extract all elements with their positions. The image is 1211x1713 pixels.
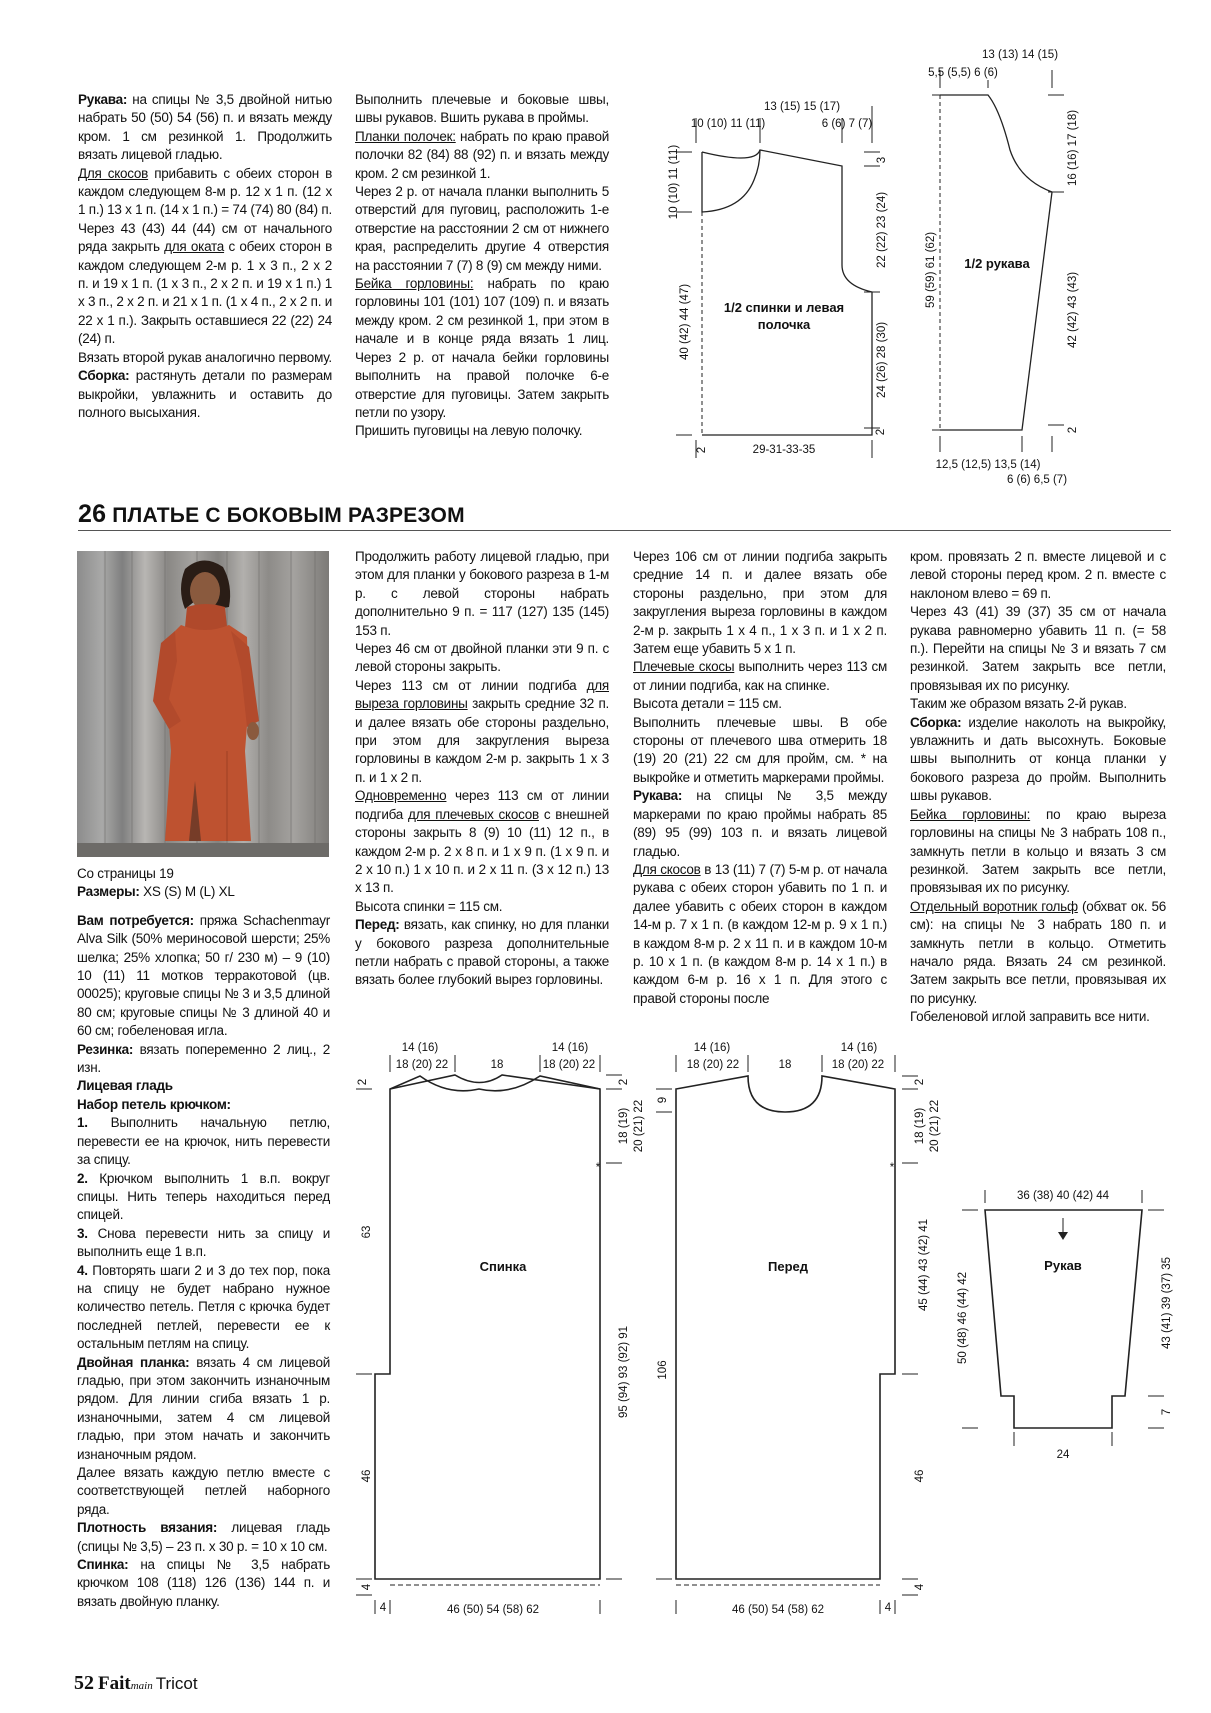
bold-label: Рукава: (633, 788, 683, 804)
paragraph: Пришить пуговицы на левую полочку. (355, 423, 583, 439)
piece-label: полочка (757, 317, 811, 332)
dim-label: 18 (20) 22 (395, 1059, 449, 1071)
paragraph: с внешней стороны закрыть 8 (9) 10 (11) 12 п., в каждом 2-м р. 2 х 8 п. и 1 х 9 п. (1 х 9 п. и 2 х 10 п.) 1 х 10 п. и 2 х 11 п. (3 х 12 п.) 13 х 13 п. (355, 806, 609, 896)
bold-heading: Лицевая гладь (77, 1078, 173, 1094)
paragraph: Крючком выполнить 1 в.п. вокруг спицы. Нить теперь находиться перед спицей. (77, 1170, 330, 1223)
dim-label: 9 (657, 1096, 669, 1104)
paragraph: Через 43 (41) 39 (37) 35 см от начала рукава равномерно убавить 11 п. (= 58 п.). Перейти на спицы № 3 и вязать 7 см резинкой. Затем закрыть все петли, провязывая их по рисунку. (910, 604, 1166, 693)
paragraph: с обеих сторон в каждом следующем 2-м р. 1 х 3 п., 2 х 2 п. и 19 х 1 п. (1 х 3 п., 2 х 2 п. и 19 х 1 п.) 1 х 3 п., 2 х 2 п. и 21 х 1 п. (1 х 4 п., 2 х 2 п. и 22 х 1 п.). Закрыть оставшиеся 22 (22) 24 (24) п. (78, 239, 332, 347)
bold-label: Перед: (355, 917, 400, 933)
paragraph: Продолжить работу лицевой гладью, при этом для планки у бокового разреза в 1-м р. с левой стороны набрать дополнительно 9 п. = 117 (127) 135 (145) 153 п. (355, 549, 609, 638)
dim-label: 4 (361, 1583, 373, 1591)
step-number: 2. (77, 1170, 88, 1186)
bold-label: Вам потребуется: (77, 912, 194, 928)
dim-label: 6 (6) 7 (7) (821, 118, 873, 130)
dim-label: 20 (21) 22 (929, 1099, 941, 1153)
underlined-term: для плечевых скосов (407, 806, 539, 822)
underlined-term: для оката (164, 239, 225, 255)
piece-label: Перед (768, 1259, 808, 1274)
paragraph: Повторять шаги 2 и 3 до тех пор, пока на спицу не будет набрано нужное количество петель. Петля с крючка будет последней петлей, перевести ее к остальным петлям на спицу. (77, 1262, 330, 1352)
dim-label: 13 (13) 14 (15) (981, 49, 1059, 61)
paragraph: вязать, как спинку, но для планки у бокового разреза дополнительные петли набрать с правой стороны, а также вязать более глубокий вырез горловины. (355, 917, 609, 988)
paragraph: кром. провязать 2 п. вместе лицевой и с левой стороны перед кром. 2 п. вместе с наклоном влево = 69 п. (910, 549, 1166, 601)
underlined-term: Отдельный воротник гольф (910, 898, 1078, 914)
underlined-term: Одновременно (355, 788, 447, 804)
underlined-term: Бейка горловины: (355, 276, 474, 292)
dim-label: 40 (42) 44 (47) (679, 283, 691, 361)
paragraph: лицевая гладь (спицы № 3,5) – 23 п. х 30 р. = 10 х 10 см. (77, 1520, 330, 1554)
front-schematic (656, 1055, 918, 1614)
dim-label: 46 (361, 1469, 373, 1483)
dim-label: 43 (41) 39 (37) 35 (1161, 1256, 1173, 1350)
piece-label: 1/2 спинки и левая (723, 300, 845, 315)
section-title: ПЛАТЬЕ С БОКОВЫМ РАЗРЕЗОМ (112, 504, 465, 527)
paragraph: Гобеленовой иглой заправить все нити. (910, 1009, 1150, 1025)
paragraph: закрыть средние 32 п. и далее вязать обе стороны раздельно, при этом для закругления выреза горловины в каждом 2-м р. закрыть 1 х 3 п. и 1 х 2 п. (355, 696, 610, 785)
dim-label: 14 (16) (401, 1042, 439, 1054)
paragraph: на спицы № 3,5 двойной нитью набрать 50 (50) 54 (56) п. и вязать между кром. 1 см резинкой 1. Продолжить вязать лицевой гладью. (78, 92, 332, 163)
dim-label: 3 (876, 156, 888, 164)
dim-label: 36 (38) 40 (42) 44 (1016, 1190, 1110, 1202)
paragraph: Выполнить плечевые швы. В обе стороны от плечевого шва отмерить 18 (19) 20 (21) 22 см для пройм, см. * на выкройке и отметить маркерами проймы. (633, 714, 887, 785)
dim-label: 46 (50) 54 (58) 62 (446, 1604, 540, 1616)
paragraph: Через 43 (43) 44 (44) см от начального ряда закрыть (78, 220, 332, 255)
armhole-marker: * (889, 1162, 895, 1174)
dim-label: 2 (875, 428, 887, 436)
dim-label: 24 (1056, 1449, 1070, 1461)
dim-label: 46 (50) 54 (58) 62 (731, 1604, 825, 1616)
dim-label: 12,5 (12,5) 13,5 (14) (935, 459, 1041, 471)
dim-label: 59 (59) 61 (62) (925, 231, 937, 309)
paragraph: в 13 (11) 7 (7) 5-м р. от начала рукава с обеих сторон убавить по 1 п. и далее убавить с обеих сторон в каждом 14-м р. 7 х 1 п. (в каждом 12-м р. 9 х 1 п.) в каждом 8-м р. 2 х 11 п. и в каждом 10-м р. 10 х 1 п. (в каждом 8-м р. 14 х 1 п.) в каждом 6-м р. 16 х 1 п. Для этого с правой стороны после (633, 861, 887, 1006)
dim-label: 16 (16) 17 (18) (1067, 109, 1079, 187)
dim-label: 18 (20) 22 (686, 1059, 740, 1071)
bold-label: Сборка: (78, 368, 130, 384)
half-back-schematic (676, 106, 880, 458)
paragraph: набрать по краю правой полочки 82 (84) 88 (92) п. и вязать между кром. 2 см резинкой 1. (355, 128, 609, 181)
paragraph: через 113 см от линии подгиба (355, 788, 609, 822)
magazine-logo: Fait (98, 1673, 131, 1694)
page-footer (74, 1672, 198, 1695)
paragraph: пряжа Schachenmayr Alva Silk (50% мериносовой шерсти; 25% шелка; 25% хлопка; 50 г/ 230 м) – 9 (10) 10 (11) 11 мотков терракотовой (цв. 00025); круговые спицы № 3 и 3,5 длиной 80 см; круговые спицы № 3 длиной 40 и 60 см; гобеленовая игла. (77, 912, 331, 1039)
dim-label: 13 (15) 15 (17) (763, 101, 841, 113)
bold-label: Спинка: (77, 1557, 129, 1573)
sleeve-schematic (962, 1190, 1164, 1446)
dim-label: 20 (21) 22 (633, 1099, 645, 1153)
dim-label: 2 (1067, 426, 1079, 434)
piece-label: Рукав (1044, 1258, 1082, 1273)
dim-label: 14 (16) (693, 1042, 731, 1054)
underlined-term: Бейка горловины: (910, 806, 1031, 822)
dim-label: 95 (94) 93 (92) 91 (618, 1325, 630, 1419)
page-number: 52 (74, 1672, 94, 1694)
bold-heading: Набор петель крючком: (77, 1096, 231, 1112)
dim-label: 14 (16) (551, 1042, 589, 1054)
dim-label: 18 (19) (618, 1107, 630, 1145)
step-number: 4. (77, 1262, 88, 1278)
paragraph: изделие наколоть на выкройку, увлажнить и дать высохнуть. Боковые швы выполнить от конца планки у бокового разреза до пройм. Выполнить швы рукавов. (910, 714, 1166, 804)
step-number: 3. (77, 1225, 88, 1241)
bold-label: Рукава: (78, 92, 128, 107)
underlined-term: для выреза горловины (355, 677, 609, 712)
dim-label: 6 (6) 6,5 (7) (1006, 474, 1068, 486)
paragraph: Через 2 р. от начала планки выполнить 5 отверстий для пуговиц, расположить 1-е отверстие на расстоянии 2 см от нижнего края, распределить другие 4 отверстия на расстоянии 7 (7) 8 (9) см между ними. (355, 184, 609, 273)
dim-label: 2 (696, 446, 708, 454)
dim-label: 2 (914, 1078, 926, 1086)
dim-label: 10 (10) 11 (11) (690, 118, 766, 130)
dim-label: 2 (357, 1078, 369, 1086)
dim-label: 18 (20) 22 (542, 1059, 596, 1071)
paragraph: выполнить через 113 см от линии подгиба, как на спинке. (633, 659, 887, 693)
paragraph: Высота детали = 115 см. (633, 696, 782, 712)
paragraph: растянуть детали по размерам выкройки, увлажнить и оставить до полного высыхания. (78, 368, 332, 420)
dim-label: 50 (48) 46 (44) 42 (957, 1271, 969, 1365)
paragraph: по краю выреза горловины на спицы № 3 набрать 108 п., замкнуть петли в кольцо и вязать 3 см резинкой. Затем закрыть все петли, провязывая их по рисунку. (910, 806, 1166, 896)
arrow-down-icon (1058, 1232, 1068, 1240)
paragraph: Через 113 см от линии подгиба (355, 677, 587, 693)
paragraph: вязать попеременно 2 лиц., 2 изн. (77, 1041, 330, 1076)
dim-label: 24 (26) 28 (30) (876, 321, 888, 399)
bold-label: Плотность вязания: (77, 1520, 218, 1536)
paragraph: на спицы № 3,5 между маркерами по краю проймы набрать 85 (89) 95 (99) 103 п. и вязать лицевой гладью. (633, 788, 887, 859)
dim-label: 4 (884, 1602, 892, 1614)
dim-label: 10 (10) 11 (11) (668, 144, 680, 220)
dim-label: 63 (361, 1225, 373, 1239)
section-number: 26 (78, 500, 107, 528)
dim-label: 18 (20) 22 (831, 1059, 885, 1071)
step-number: 1. (77, 1115, 88, 1131)
paragraph: Вязать второй рукав аналогично первому. (78, 349, 332, 365)
dim-label: 4 (914, 1583, 926, 1591)
dim-label: 29-31-33-35 (752, 444, 816, 456)
paragraph: Выполнить начальную петлю, перевести ее на крючок, нить перевести за спицу. (77, 1115, 330, 1168)
underlined-term: Для скосов (78, 165, 149, 181)
piece-label: Спинка (479, 1259, 527, 1274)
piece-label: 1/2 рукава (964, 256, 1030, 271)
bold-label: Двойная планка: (77, 1354, 190, 1370)
magazine-title: Tricot (155, 1674, 198, 1693)
back-schematic (356, 1055, 622, 1614)
armhole-marker: * (595, 1162, 601, 1174)
paragraph: Выполнить плечевые и боковые швы, швы рукавов. Вшить рукава в проймы. (355, 92, 609, 126)
bold-label: Сборка: (910, 714, 962, 730)
paragraph: набрать по краю горловины 101 (101) 107 (109) п. и вязать между кром. 2 см резинкой 1, при этом в начале и в конце ряда вязать 1 лиц. Через 2 р. от начала бейки горловины выполнить на правой полочке 6-е отверстие для пуговицы. Затем закрыть петли по узору. (355, 276, 610, 420)
dim-label: 18 (19) (914, 1107, 926, 1145)
paragraph: вязать 4 см лицевой гладью, при этом закончить изнаночным рядом. Для линии сгиба вязать 1 р. изнаночными, затем 4 см лицевой гладью, при этом начать и закончить изнаночным рядом. (77, 1354, 330, 1462)
from-page-note: Со страницы 19 (77, 866, 174, 881)
paragraph: (обхват ок. 56 см): на спицы № 3 набрать 180 п. и замкнуть петли в кольцо. Отметить начало ряда. Вязать 24 см резинкой. Затем закрыть все петли, провязывая их по рисунку. (910, 898, 1166, 1006)
paragraph: прибавить с обеих сторон в каждом следующем 8-м р. 12 х 1 п. (12 х 1 п.) 13 х 1 п. (14 х 1 п.) = 74 (74) 80 (84) п. (78, 165, 333, 218)
dim-label: 2 (618, 1078, 630, 1086)
paragraph: Снова перевести нить за спицу и выполнить еще 1 в.п. (77, 1225, 330, 1260)
underlined-term: Планки полочек: (355, 128, 456, 144)
dim-label: 45 (44) 43 (42) 41 (918, 1218, 930, 1312)
magazine-logo-suffix: main (130, 1680, 153, 1692)
dim-label: 18 (490, 1059, 504, 1071)
dim-label: 22 (22) 23 (24) (876, 191, 888, 269)
paragraph: Высота спинки = 115 см. (355, 898, 503, 914)
paragraph: Таким же образом вязать 2-й рукав. (910, 696, 1127, 712)
bold-label: Размеры: (77, 884, 140, 900)
underlined-term: Для скосов (633, 861, 701, 877)
dim-label: 7 (1161, 1408, 1173, 1416)
paragraph: Далее вязать каждую петлю вместе с соответствующей петлей наборного ряда. (77, 1465, 330, 1517)
dim-label: 14 (16) (840, 1042, 878, 1054)
bold-label: Резинка: (77, 1041, 134, 1057)
dim-label: 18 (778, 1059, 792, 1071)
paragraph: XS (S) M (L) XL (139, 884, 235, 900)
paragraph: Через 46 см от двойной планки эти 9 п. с левой стороны закрыть. (355, 641, 609, 675)
underlined-term: Плечевые скосы (633, 659, 735, 675)
dim-label: 4 (379, 1602, 387, 1614)
dim-label: 106 (657, 1360, 669, 1380)
dim-label: 5,5 (5,5) 6 (6) (928, 67, 998, 79)
paragraph: Через 106 см от линии подгиба закрыть средние 14 п. и далее вязать обе стороны раздельно, при этом для закругления выреза горловины в каждом 2-м р. закрыть 1 х 4 п., 1 х 3 п. и 1 х 2 п. Затем еще убавить 5 х 1 п. (633, 549, 887, 657)
dim-label: 42 (42) 43 (43) (1067, 271, 1079, 349)
dim-label: 46 (914, 1469, 926, 1483)
paragraph: на спицы № 3,5 набрать крючком 108 (118) 126 (136) 144 п. и вязать двойную планку. (77, 1557, 330, 1609)
